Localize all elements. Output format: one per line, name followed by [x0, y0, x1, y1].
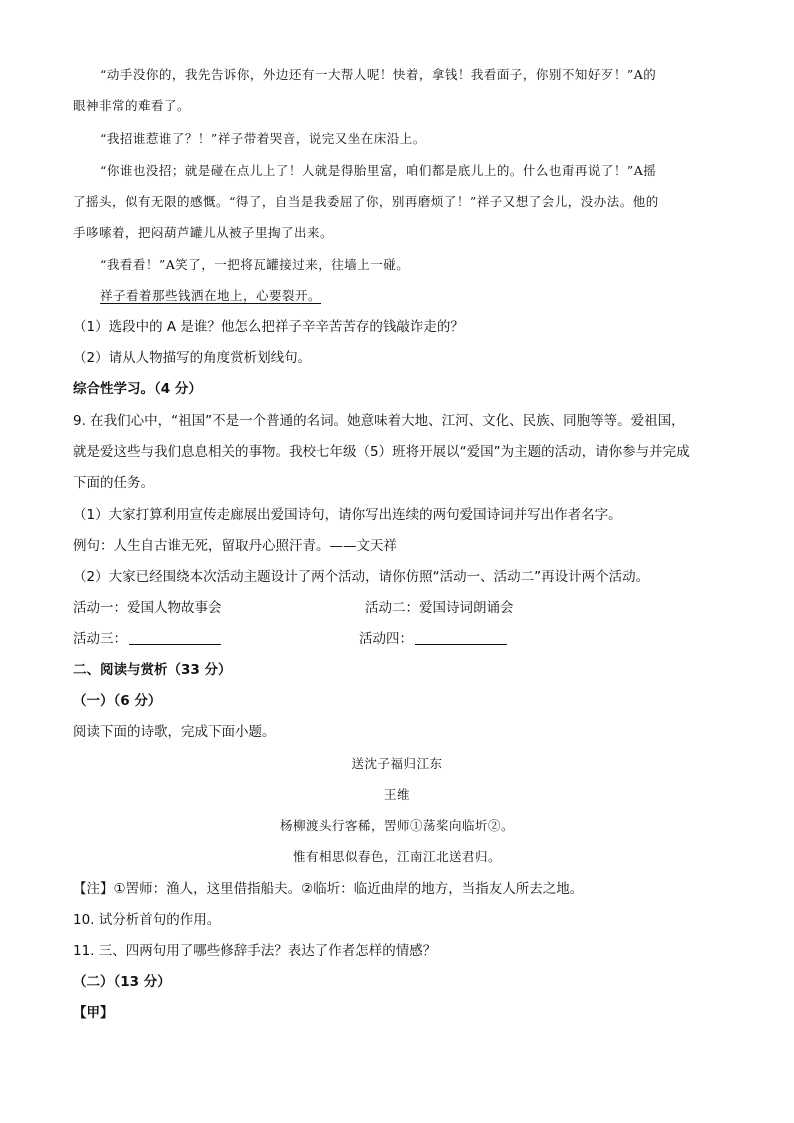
poem-line-1: 杨柳渡头行客稀，罟师①荡桨向临圻②。 — [279, 818, 514, 833]
question-9-line1: 9. 在我们心中，“祖国”不是一个普通的名词。她意味着大地、江河、文化、民族、同胞等等。爱祖国， — [73, 413, 685, 429]
poem-line-2: 惟有相思似春色，江南江北送君归。 — [292, 849, 501, 864]
activity-3-blank[interactable] — [129, 630, 221, 645]
question-9-line2: 就是爱这些与我们息息相关的事物。我校七年级（5）班将开展以“爱国”为主题的活动，请你参与并完成 — [73, 444, 690, 460]
question-9-1: （1）大家打算利用宣传走廊展出爱国诗句，请你写出连续的两句爱国诗词并写出作者名字。 — [73, 507, 622, 523]
passage-p4: “我看看！”A笑了，一把将瓦罐接过来，往墙上一碰。 — [100, 257, 410, 272]
passage-p1-line2: 眼神非常的难看了。 — [73, 98, 191, 113]
passage-p3-line3: 手哆嗦着，把闷葫芦罐儿从被子里掏了出来。 — [73, 225, 334, 240]
passage-p1-line1: “动手没你的，我先告诉你，外边还有一大帮人呢！快着，拿钱！我看面子，你别不知好歹！”A的 — [100, 67, 657, 82]
activity-4-blank[interactable] — [415, 630, 507, 645]
question-9-2: （2）大家已经围绕本次活动主题设计了两个活动，请你仿照“活动一、活动二”再设计两个活动。 — [73, 569, 650, 585]
question-9-line3: 下面的任务。 — [73, 475, 154, 491]
example-verse: 例句：人生自古谁无死，留取丹心照汗青。——文天祥 — [73, 538, 397, 554]
section-heading-comprehensive: 综合性学习。（4 分） — [73, 381, 202, 397]
section-heading-reading: 二、阅读与赏析（33 分） — [73, 662, 232, 678]
activity-1: 活动一：爱国人物故事会 — [73, 600, 222, 616]
activity-4-label: 活动四： — [359, 631, 413, 647]
passage-underlined-sentence: 祥子看着那些钱洒在地上，心要裂开。 — [100, 288, 322, 303]
activity-4 — [359, 630, 507, 648]
passage-p3-line2: 了摇头，似有无限的感慨。“得了，自当是我委屈了你，别再磨烦了！”祥子又想了会儿，没办法。他的 — [73, 194, 659, 209]
question-8-2: （2）请从人物描写的角度赏析划线句。 — [73, 350, 312, 366]
part-2-heading: （二）（13 分） — [73, 974, 171, 990]
passage-p3-line1: “你谁也没招；就是碰在点儿上了！人就是得胎里富，咱们都是底儿上的。什么也甭再说了！”A摇 — [100, 163, 657, 178]
activity-3 — [73, 630, 221, 648]
passage-p2: “我招谁惹谁了？！”祥子带着哭音，说完又坐在床沿上。 — [100, 131, 426, 146]
question-8-1: （1）选段中的 A 是谁？他怎么把祥子辛辛苦苦存的钱敲诈走的？ — [73, 319, 464, 335]
question-10: 10. 试分析首句的作用。 — [73, 912, 221, 928]
activity-2: 活动二：爱国诗词朗诵会 — [365, 600, 514, 616]
reading-instruction: 阅读下面的诗歌，完成下面小题。 — [73, 724, 276, 740]
passage-jia-label: 【甲】 — [73, 1005, 114, 1021]
part-1-heading: （一）（6 分） — [73, 693, 162, 709]
poem-author: 王维 — [383, 787, 410, 802]
question-11: 11. 三、四两句用了哪些修辞手法？表达了作者怎样的情感？ — [73, 943, 437, 959]
activity-3-label: 活动三： — [73, 631, 127, 647]
poem-note: 【注】①罟师：渔人，这里借指船夫。②临圻：临近曲岸的地方，当指友人所去之地。 — [73, 881, 584, 897]
poem-title: 送沈子福归江东 — [351, 756, 443, 771]
